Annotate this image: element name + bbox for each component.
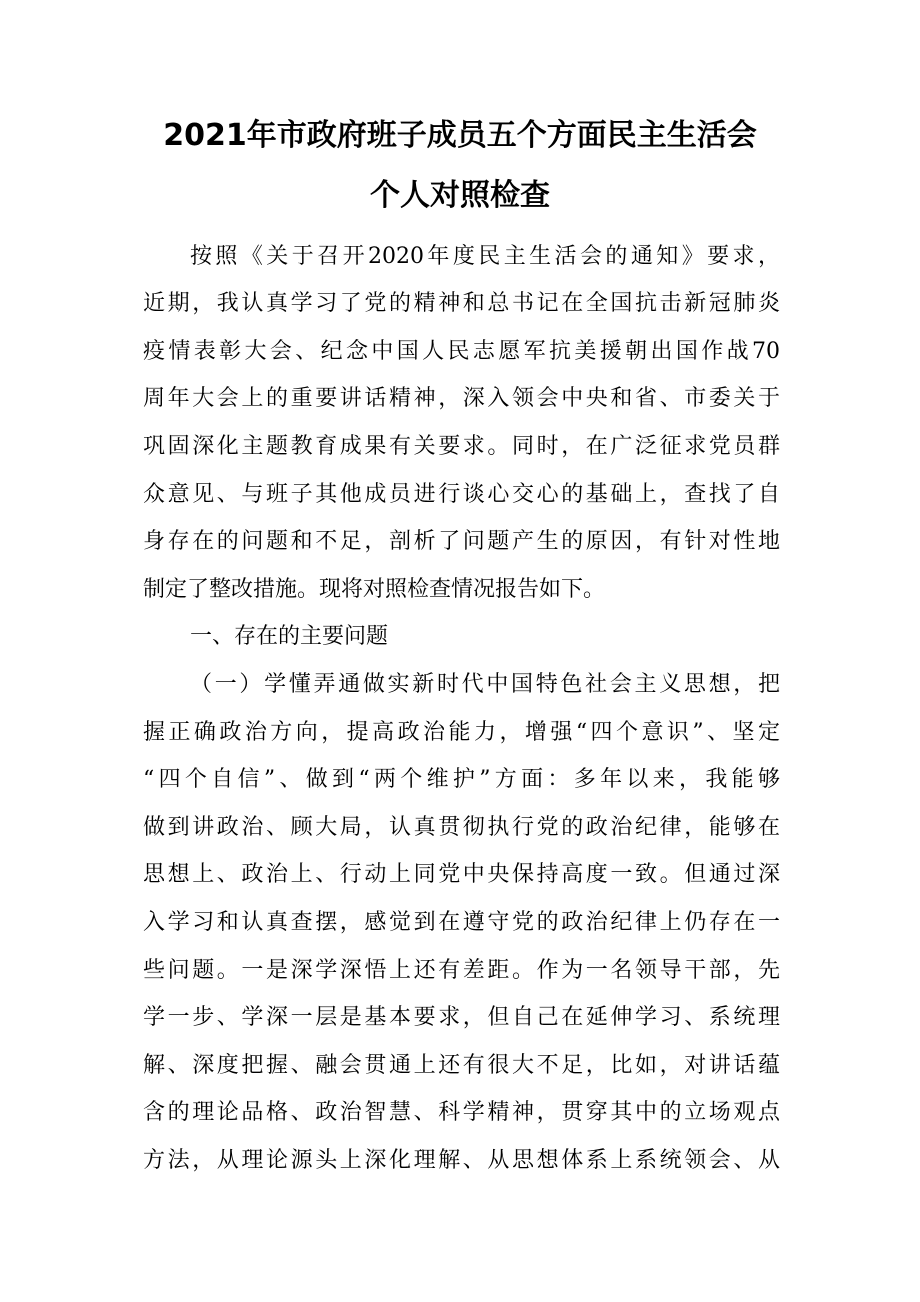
paragraph-line: 学一步、学深一层是基本要求，但自己在延伸学习、系统理 [143,1005,780,1030]
paragraph-line: 入学习和认真查摆，感觉到在遵守党的政治纪律上仍存在一 [143,910,780,935]
document-title-line-2: 个人对照检查 [370,178,550,213]
document-title-line-1: 2021年市政府班子成员五个方面民主生活会 [163,118,757,153]
paragraph-line: 众意见、与班子其他成员进行谈心交心的基础上，查找了自 [143,482,780,507]
paragraph-line: 身存在的问题和不足，剖析了问题产生的原因，有针对性地 [143,529,780,554]
paragraph-line: 巩固深化主题教育成果有关要求。同时，在广泛征求党员群 [143,434,780,459]
paragraph-line: （一）学懂弄通做实新时代中国特色社会主义思想，把 [190,672,780,697]
section-heading: 一、存在的主要问题 [190,624,389,649]
paragraph-line: 思想上、政治上、行动上同党中央保持高度一致。但通过深 [143,862,780,887]
paragraph-line: “四个自信”、做到“两个维护”方面：多年以来，我能够 [143,767,780,792]
paragraph-line: 周年大会上的重要讲话精神，深入领会中央和省、市委关于 [143,386,780,411]
paragraph-line: 制定了整改措施。现将对照检查情况报告如下。 [143,577,606,602]
paragraph-line: 近期，我认真学习了党的精神和总书记在全国抗击新冠肺炎 [143,291,780,316]
paragraph-line: 含的理论品格、政治智慧、科学精神，贯穿其中的立场观点 [143,1100,780,1125]
paragraph-line: 按照《关于召开2020年度民主生活会的通知》要求， [190,244,780,269]
paragraph-line: 握正确政治方向，提高政治能力，增强“四个意识”、坚定 [143,720,780,745]
paragraph-line: 解、深度把握、融会贯通上还有很大不足，比如，对讲话蕴 [143,1053,780,1078]
paragraph-line: 些问题。一是深学深悟上还有差距。作为一名领导干部，先 [143,958,780,983]
paragraph-line: 方法，从理论源头上深化理解、从思想体系上系统领会、从 [143,1148,780,1173]
paragraph-line: 疫情表彰大会、纪念中国人民志愿军抗美援朝出国作战70 [143,339,780,364]
paragraph-line: 做到讲政治、顾大局，认真贯彻执行党的政治纪律，能够在 [143,815,780,840]
